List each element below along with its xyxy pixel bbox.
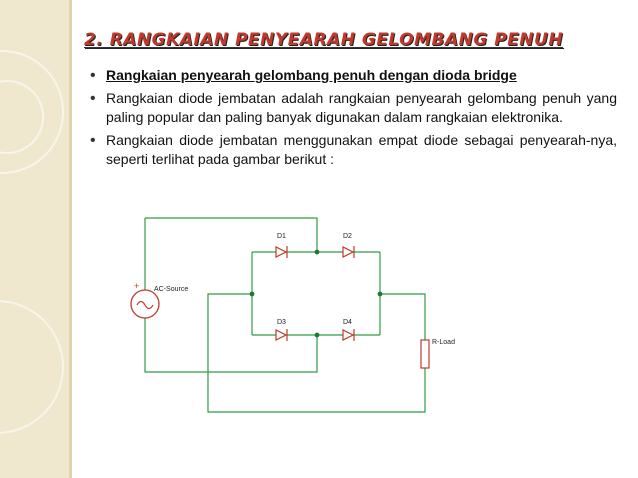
bullet-item: • Rangkaian diode jembatan adalah rangkaian penyearah gelombang penuh yang paling popular dan paling banyak digunakan dalam rangkaian elektronika. (90, 89, 617, 127)
diode-d3-symbol (276, 329, 287, 341)
junction-dot (378, 292, 383, 297)
diode-d1-symbol (276, 246, 287, 258)
bullet-item: • Rangkaian diode jembatan menggunakan empat diode sebagai penyearah-nya, seperti terlihat pada gambar berikut : (90, 131, 617, 169)
junction-dot (315, 333, 320, 338)
diode-label-d1: D1 (277, 233, 286, 240)
junction-dot (250, 292, 255, 297)
diode-d2-symbol (343, 246, 354, 258)
diode-d4-symbol (343, 329, 354, 341)
page-title: 2. RANGKAIAN PENYEARAH GELOMBANG PENUH (84, 30, 564, 50)
junction-dot (315, 250, 320, 255)
load-resistor-symbol (421, 340, 429, 368)
diode-label-d3: D3 (277, 319, 286, 326)
source-label: AC-Source (154, 286, 189, 293)
diode-label-d2: D2 (343, 233, 352, 240)
svg-text:+: + (134, 281, 140, 291)
diode-label-d4: D4 (343, 319, 352, 326)
wire (145, 318, 317, 372)
wire (380, 294, 425, 340)
bullet-text: Rangkaian penyearah gelombang penuh dengan dioda bridge (106, 67, 517, 83)
load-label: R-Load (432, 339, 455, 346)
wire (145, 218, 317, 252)
